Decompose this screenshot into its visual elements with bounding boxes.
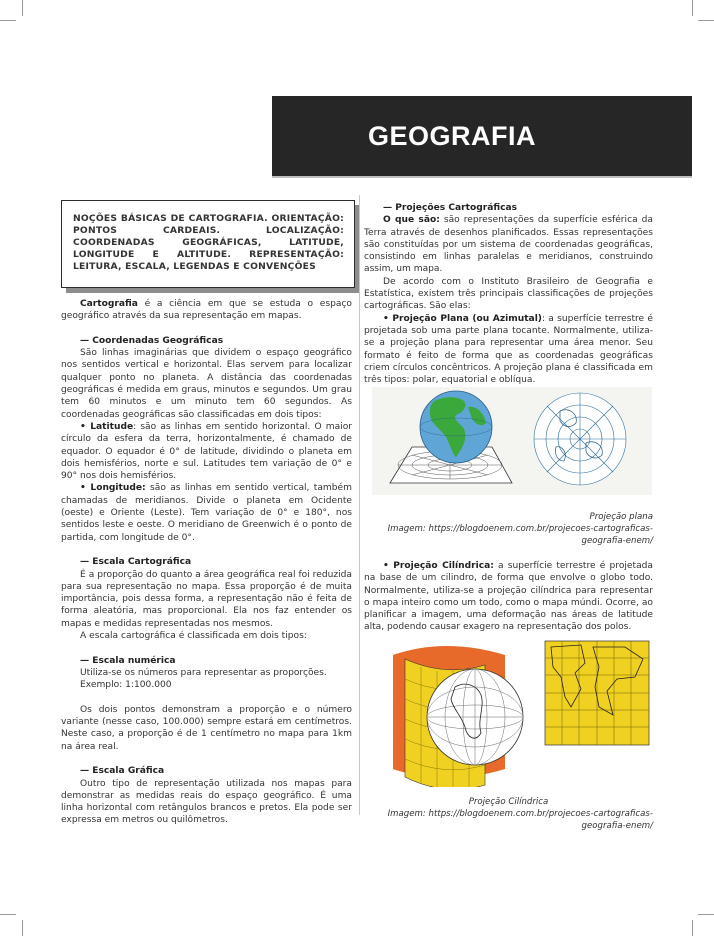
- scale-paragraph: É a proporção do quanto a área geográfica real foi reduzida para sua representação no mapa. Essa proporção é de muita importância, pois dessa forma, a representação não é feita de forma aleatória, mas proporcional. Ela nos faz entender os mapas e medidas representadas nos mesmos.: [61, 569, 352, 629]
- plana-text: : a superfície terrestre é projetada sob uma parte plana tocante. Normalmente, utiliza-se a projeção plana para representar uma área menor. Seu formato é feito de forma que as coordenadas geográficas criem círculos concêntricos. A projeção plana é classificada em três tipos: polar, equatorial e oblíqua.: [364, 313, 653, 386]
- crop-mark: [22, 920, 23, 936]
- graphic-scale-text: Outro tipo de representação utilizada nos mapas para demonstrar as medidas reais do espaço geográfico. É uma linha horizontal com retângulos brancos e pretos. Ela pode ser expressa em metros ou quilômetros.: [61, 778, 352, 826]
- section-header: [272, 96, 692, 176]
- section-title: GEOGRAFIA: [367, 120, 536, 151]
- longitude-paragraph: [61, 482, 352, 543]
- intro-text: é a ciência em que se estuda o espaço geográfico através da sua representação em mapas.: [61, 299, 352, 322]
- latitude-text: : são as linhas em sentido horizontal. O maior círculo da esfera da terra, horizontalmente, é chamado de equador. O equador é 0° de latitude, dividindo o planeta em dois hemisférios, norte e sul. Latitudes tem variação de 0° e 90° nos dois hemisférios.: [61, 421, 352, 482]
- longitude-text: são as linhas em sentido vertical, também chamadas de meridianos. Divide o planeta em Ocidente (oeste) e Oriente (Leste). Tem variação de 0° e 180°, nos sentidos leste e oeste. O meridiano de Greenwich é o ponto de partida, com longitude de 0°.: [61, 483, 352, 543]
- graphic-heading-text: — Escala Gráfica: [80, 766, 165, 777]
- what-text: são representações da superfície esférica da Terra através de desenhos planificados. Essas representações são constituídas por um sistema de coordenadas geográficas, consistindo em linhas paralelas e meridianos, construindo assim, um mapa.: [364, 215, 653, 275]
- crop-mark: [0, 914, 16, 915]
- crop-mark: [692, 0, 693, 16]
- crop-mark: [698, 914, 714, 915]
- plana-paragraph: [364, 313, 653, 387]
- numeric-scale-heading: [61, 655, 352, 667]
- planar-map: [534, 393, 626, 485]
- caption-planar: [364, 511, 653, 547]
- crop-mark: [0, 20, 16, 21]
- scale-heading-text: — Escala Cartográfica: [80, 557, 192, 568]
- numeric-scale-text: Utiliza-se os números para representar as proporções.: [80, 667, 327, 678]
- scale-class-paragraph: A escala cartográfica é classificada em dois tipos:: [80, 631, 307, 642]
- topic-text: NOÇÕES BÁSICAS DE CARTOGRAFIA. ORIENTAÇÃO: PONTOS CARDEAIS. LOCALIZAÇÃO: COORDENADAS GEOGRÁFICAS, LATITUDE, LONGITUDE E ALTITUDE. REPRESENTAÇÃO: LEITURA, ESCALA, LEGENDAS E CONVENÇÕES: [73, 213, 344, 272]
- crop-mark: [692, 920, 693, 936]
- cilindrica-paragraph: [364, 560, 653, 634]
- intro-paragraph: [61, 298, 352, 323]
- numeric-scale-explain: Os dois pontos demonstram a proporção e o número variante (nesse caso, 100.000) sempre estará em centímetros. Neste caso, a proporção é de 1 centímetro no mapa para 1km na área real.: [61, 704, 352, 752]
- cilindrica-text: a superfície terrestre é projetada na base de um cilindro, de forma que envolve o globo todo. Normalmente, utiliza-se a projeção cilíndrica para representar o mapa inteiro como um todo, como o mapa múndi. Ocorre, ao planificar a imagem, uma deformação nas áreas de latitude alta, podendo causar exagero na representação dos polos.: [364, 561, 653, 633]
- planar-projection-figure: [372, 387, 652, 495]
- numeric-scale-example: Exemplo: 1:100.000: [80, 680, 172, 691]
- numeric-heading-text: — Escala numérica: [80, 655, 176, 666]
- projections-heading-text: — Projeções Cartográficas: [383, 203, 518, 213]
- coord-heading: [61, 335, 352, 347]
- right-column-middle: [364, 560, 653, 634]
- latitude-paragraph: [61, 421, 352, 482]
- coord-paragraph: São linhas imaginárias que dividem o espaço geográfico nos sentidos vertical e horizontal. Elas servem para localizar qualquer ponto no planeta. A distância das coordenadas geográficas é medida em graus, minutos e segundos. Um grau tem 60 minutos e um minuto tem 60 segundos. As coordenadas geográficas são classificadas em dois tipos:: [61, 348, 352, 420]
- scale-heading: [61, 556, 352, 568]
- term-what: O que são:: [383, 215, 440, 226]
- graphic-scale-heading: [61, 765, 352, 777]
- topic-box: [61, 200, 355, 288]
- caption-cylindrical: [364, 796, 653, 832]
- right-column-top: [364, 202, 653, 386]
- term-plana: • Projeção Plana (ou Azimutal): [383, 313, 542, 324]
- what-paragraph: [364, 214, 653, 275]
- projections-heading: [364, 202, 653, 214]
- column-divider: [359, 195, 360, 815]
- header-underline: [272, 176, 692, 178]
- term-longitude: • Longitude:: [80, 483, 146, 494]
- caption-planar-title: Projeção plana: [589, 512, 653, 522]
- term-cilindrica: • Projeção Cilíndrica:: [383, 561, 494, 571]
- caption-cylindrical-title: Projeção Cilíndrica: [468, 797, 549, 807]
- crop-mark: [22, 0, 23, 16]
- cylindrical-projection-figure: [385, 637, 655, 787]
- term-cartografia: Cartografia: [80, 299, 138, 309]
- left-column: [61, 298, 352, 827]
- coord-heading-text: — Coordenadas Geográficas: [80, 335, 224, 346]
- ibge-paragraph: De acordo com o Instituto Brasileiro de Geografia e Estatística, existem três principais classificações de projeções cartográficas. São elas:: [364, 276, 653, 312]
- crop-mark: [698, 20, 714, 21]
- caption-cylindrical-source: Imagem: https://blogdoenem.com.br/projecoes-cartograficas-geografia-enem/: [387, 809, 653, 831]
- caption-planar-source: Imagem: https://blogdoenem.com.br/projecoes-cartograficas-geografia-enem/: [387, 524, 653, 546]
- term-latitude: • Latitude: [80, 421, 134, 432]
